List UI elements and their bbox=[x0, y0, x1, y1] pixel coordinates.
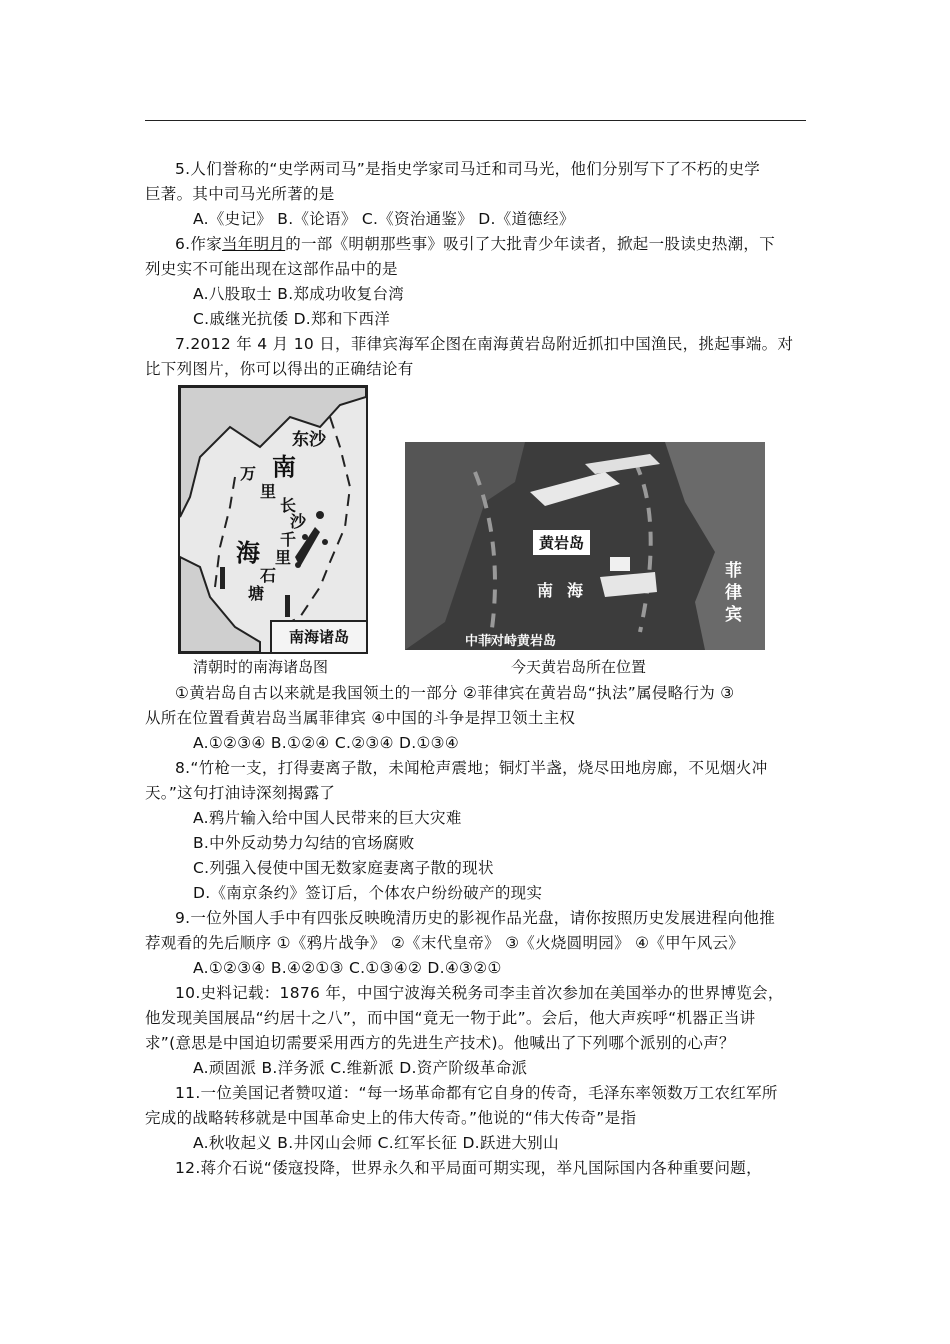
q7-statements-line1: ①黄岩岛自古以来就是我国领土的一部分 ②菲律宾在黄岩岛“执法”属侵略行为 ③ bbox=[175, 684, 735, 702]
q5-stem-line1: 5.人们誉称的“史学两司马”是指史学家司马迁和司马光，他们分别写下了不朽的史学 bbox=[175, 160, 761, 178]
label-shi: 石 bbox=[260, 566, 277, 585]
q6-suffix: 的一部《明朝那些事》吸引了大批青少年读者，掀起一股读史热潮，下 bbox=[285, 235, 776, 253]
q10-stem-line1: 10.史料记载：1876 年，中国宁波海关税务司李圭首次参加在美国举办的世界博览会， bbox=[175, 984, 784, 1002]
q8-stem-line1: 8.“竹枪一支，打得妻离子散，未闻枪声震地；铜灯半盏，烧尽田地房廊，不见烟火冲 bbox=[175, 759, 768, 777]
header-rule bbox=[145, 120, 806, 121]
photo-caption-strip: 中菲对峙黄岩岛 bbox=[465, 634, 557, 649]
label-li-1: 里 bbox=[260, 482, 277, 501]
q6-prefix: 6.作家 bbox=[175, 235, 222, 253]
label-wan: 万 bbox=[240, 464, 257, 483]
q7-stem-line1: 7.2012 年 4 月 10 日，菲律宾海军企图在南海黄岩岛附近抓扣中国渔民，挑起事端。对 bbox=[175, 335, 794, 353]
q11-stem-line1: 11.一位美国记者赞叹道：“每一场革命都有它自身的传奇，毛泽东率领数万工农红军所 bbox=[175, 1084, 778, 1102]
q11-options: A.秋收起义 B.井冈山会师 C.红军长征 D.跃进大别山 bbox=[193, 1134, 559, 1152]
q7-stem-line2: 比下列图片，你可以得出的正确结论有 bbox=[145, 360, 414, 378]
philippines-label: 菲律宾 bbox=[725, 561, 742, 625]
q9-options: A.①②③④ B.④②①③ C.①③④② D.④③②① bbox=[193, 959, 502, 977]
q6-options-row2: C.戚继光抗倭 D.郑和下西洋 bbox=[193, 310, 391, 328]
q12-stem-line1: 12.蒋介石说“倭寇投降，世界永久和平局面可期实现，举凡国际国内各种重要问题， bbox=[175, 1159, 762, 1177]
q8-stem-line2: 天。”这句打油诗深刻揭露了 bbox=[145, 784, 336, 802]
q8-option-b: B.中外反动势力勾结的官场腐败 bbox=[193, 834, 415, 852]
q7-options: A.①②③④ B.①②④ C.②③④ D.①③④ bbox=[193, 734, 460, 752]
q10-stem-line3: 求”(意思是中国迫切需要采用西方的先进生产技术)。他喊出了下列哪个派别的心声？ bbox=[145, 1034, 735, 1052]
map2-caption: 今天黄岩岛所在位置 bbox=[511, 658, 647, 676]
label-nan: 南 bbox=[272, 452, 296, 481]
q9-stem-line1: 9.一位外国人手中有四张反映晚清历史的影视作品光盘，请你按照历史发展进程向他推 bbox=[175, 909, 775, 927]
map1-caption: 清朝时的南海诸岛图 bbox=[193, 658, 329, 676]
label-tang: 塘 bbox=[248, 584, 265, 603]
q9-stem-line2: 荐观看的先后顺序 ①《鸦片战争》 ②《末代皇帝》 ③《火烧圆明园》 ④《甲午风云》 bbox=[145, 934, 745, 952]
q7-statements-line2: 从所在位置看黄岩岛当属菲律宾 ④中国的斗争是捍卫领土主权 bbox=[145, 709, 576, 727]
q5-options: A.《史记》 B.《论语》 C.《资治通鉴》 D.《道德经》 bbox=[193, 210, 575, 228]
huangyan-label: 黄岩岛 bbox=[533, 530, 590, 555]
label-sha: 沙 bbox=[290, 512, 307, 531]
coastline-drawing bbox=[180, 387, 366, 652]
nanhai-label: 南海 bbox=[537, 581, 598, 600]
label-li-2: 里 bbox=[275, 548, 292, 567]
label-dongsha: 东沙 bbox=[292, 430, 326, 450]
label-qian: 千 bbox=[280, 530, 297, 549]
q8-option-a: A.鸦片输入给中国人民带来的巨大灾难 bbox=[193, 809, 462, 827]
qing-nanhai-map bbox=[178, 385, 368, 654]
label-chang: 长 bbox=[280, 496, 297, 515]
q5-stem-line2: 巨著。其中司马光所著的是 bbox=[145, 185, 335, 203]
q8-option-c: C.列强入侵使中国无数家庭妻离子散的现状 bbox=[193, 859, 494, 877]
map1-title-box: 南海诸岛 bbox=[270, 620, 366, 652]
label-hai: 海 bbox=[236, 538, 260, 567]
q10-stem-line2: 他发现美国展品“约居十之八”，而中国“竟无一物于此”。会后，他大声疾呼“机器正当讲 bbox=[145, 1009, 756, 1027]
q6-stem-line2: 列史实不可能出现在这部作品中的是 bbox=[145, 260, 398, 278]
q10-options: A.顽固派 B.洋务派 C.维新派 D.资产阶级革命派 bbox=[193, 1059, 528, 1077]
q6-options-row1: A.八股取士 B.郑成功收复台湾 bbox=[193, 285, 405, 303]
huangyan-island-photo bbox=[405, 442, 765, 650]
author-name: 当年明月 bbox=[222, 235, 286, 253]
q6-stem-line1 bbox=[175, 233, 775, 255]
q11-stem-line2: 完成的战略转移就是中国革命史上的伟大传奇。”他说的“伟大传奇”是指 bbox=[145, 1109, 637, 1127]
q8-option-d: D.《南京条约》签订后，个体农户纷纷破产的现实 bbox=[193, 884, 543, 902]
